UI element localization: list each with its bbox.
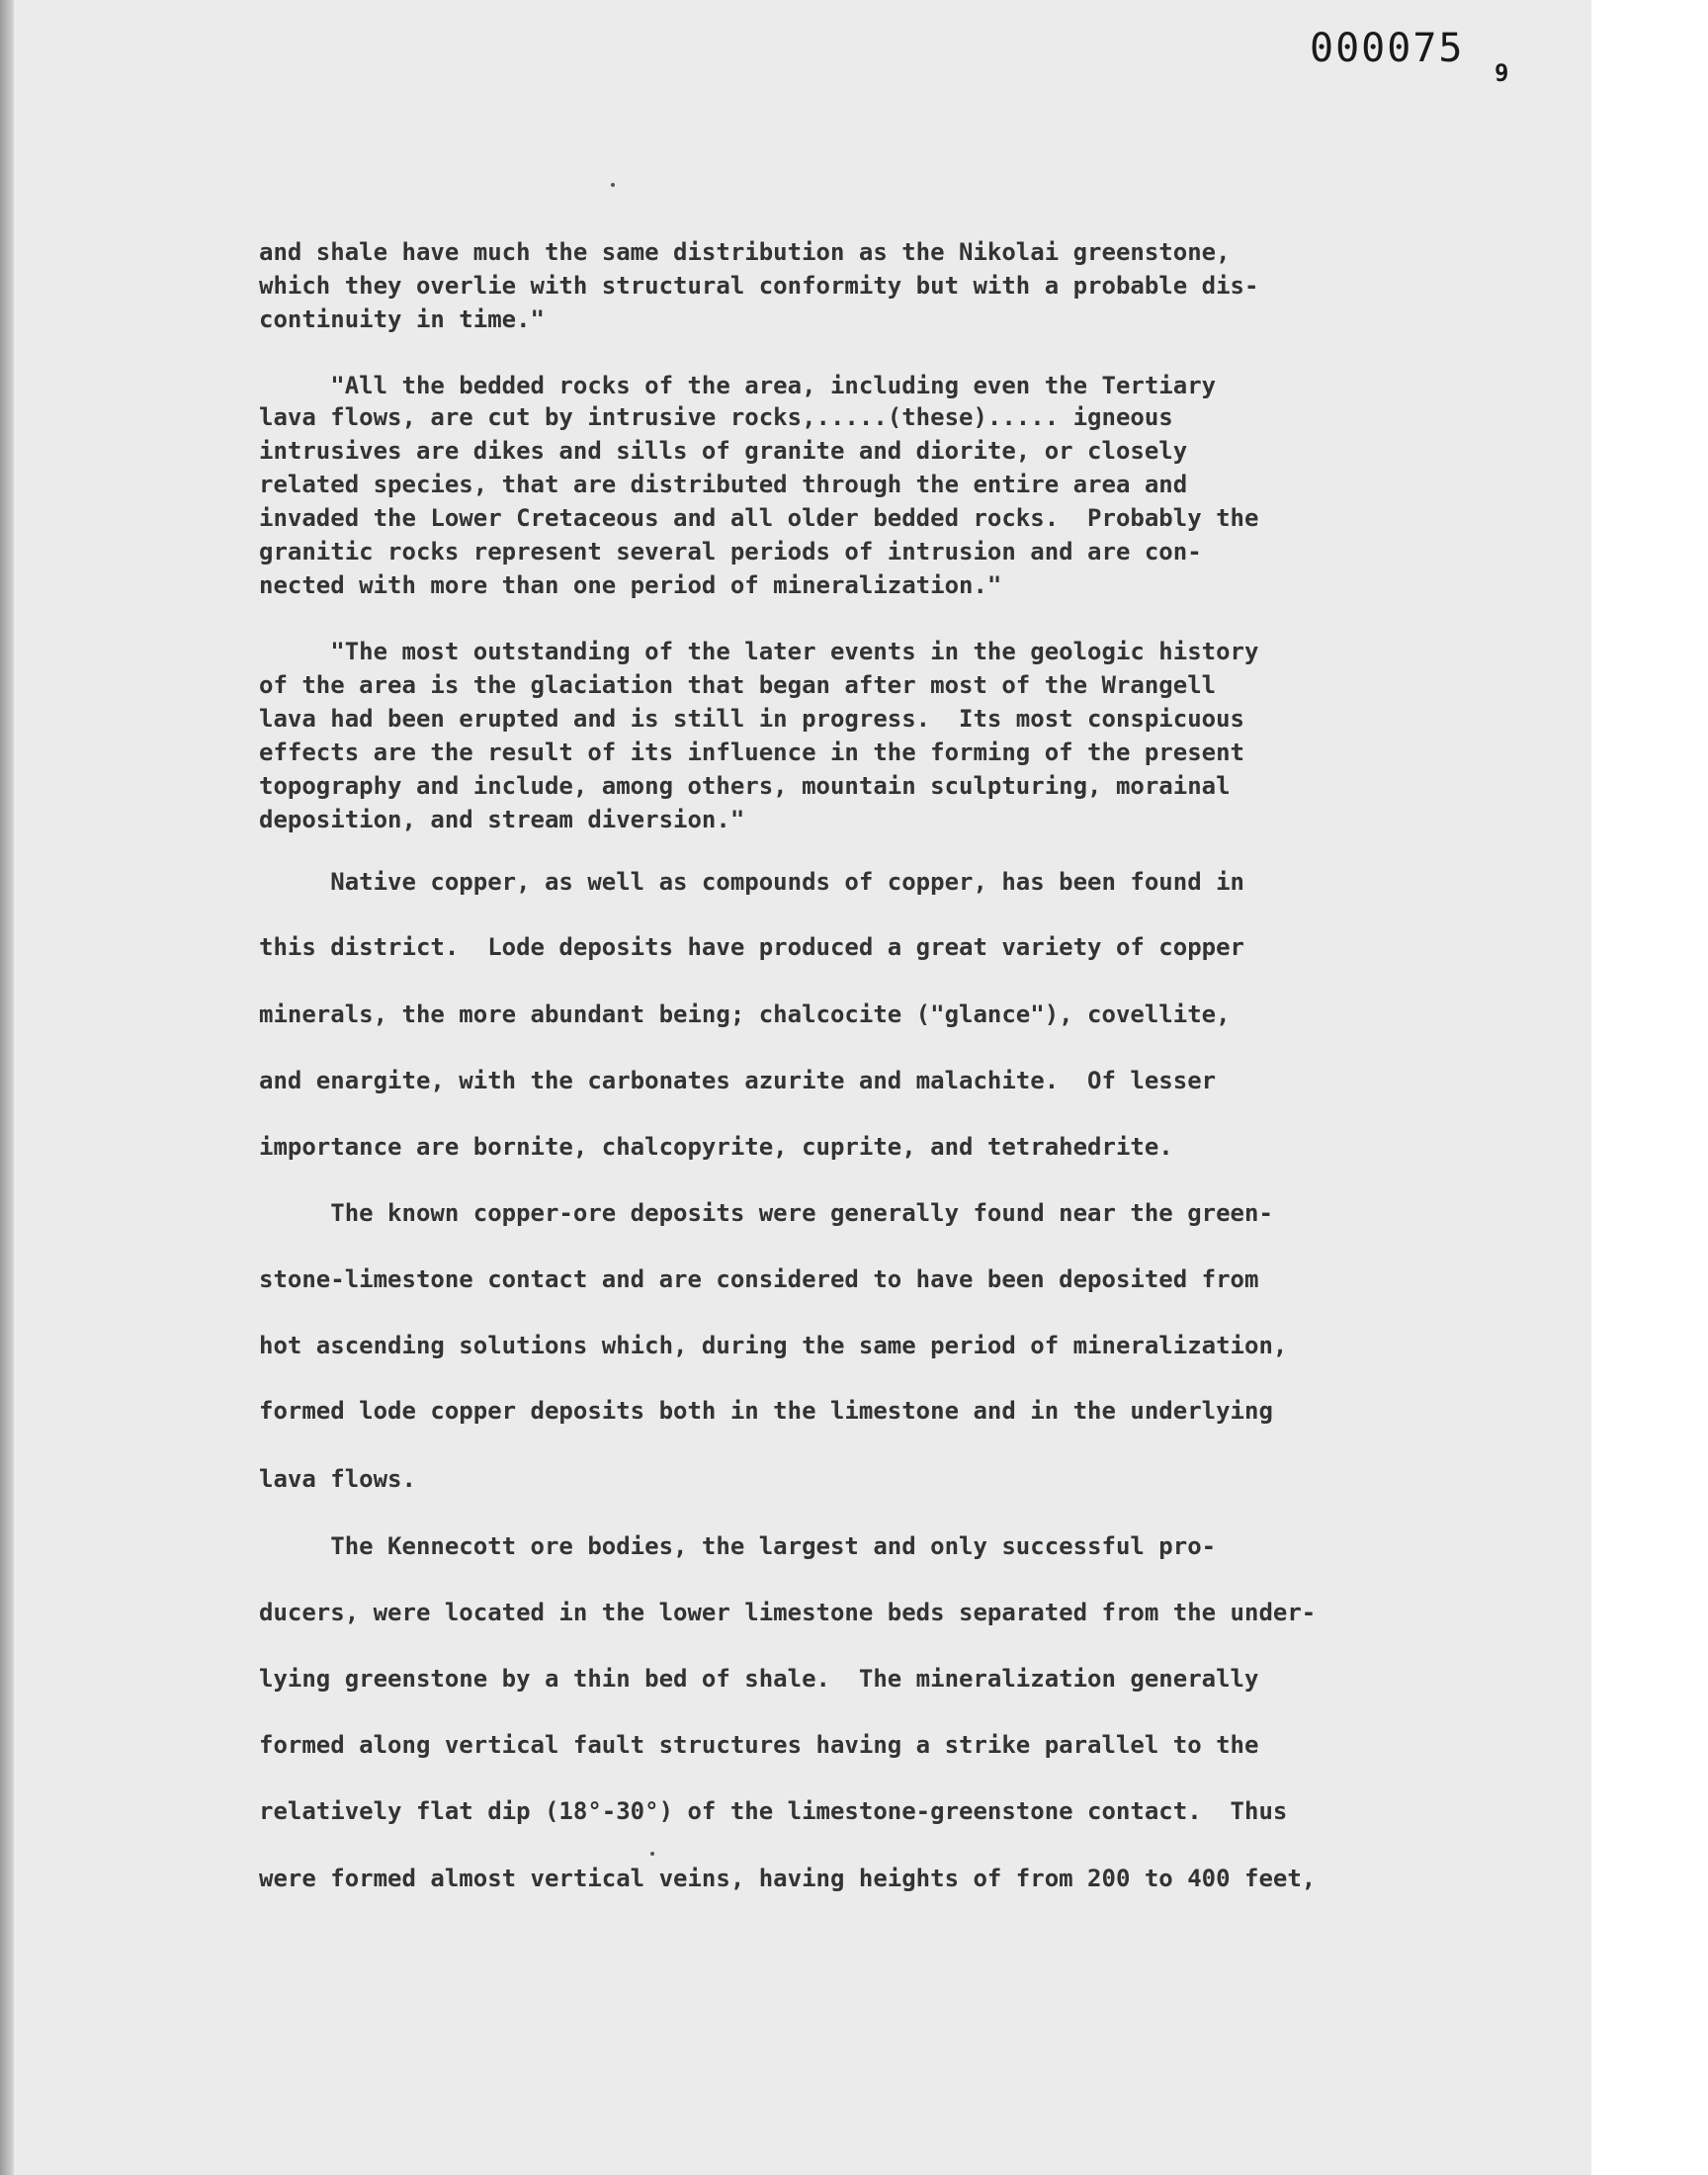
text-line: which they overlie with structural conformity but with a probable dis- — [259, 272, 1259, 300]
text-line: lava flows, are cut by intrusive rocks,.....(these)..... igneous — [259, 403, 1173, 431]
document-number: 000075 — [1310, 26, 1465, 71]
text-line: "The most outstanding of the later events in the geologic history — [259, 638, 1259, 665]
text-line: topography and include, among others, mountain sculpturing, morainal — [259, 772, 1231, 800]
text-line: formed lode copper deposits both in the limestone and in the underlying — [259, 1397, 1273, 1425]
text-line: lava had been erupted and is still in progress. Its most conspicuous — [259, 705, 1244, 733]
text-line: and shale have much the same distribution as the Nikolai greenstone, — [259, 238, 1231, 266]
text-line: invaded the Lower Cretaceous and all older bedded rocks. Probably the — [259, 504, 1259, 532]
text-line: "All the bedded rocks of the area, including even the Tertiary — [259, 372, 1217, 399]
text-line: Native copper, as well as compounds of copper, has been found in — [259, 868, 1244, 896]
text-line: stone-limestone contact and are considered to have been deposited from — [259, 1265, 1259, 1293]
text-line: The Kennecott ore bodies, the largest and only successful pro- — [259, 1532, 1217, 1560]
text-line: importance are bornite, chalcopyrite, cuprite, and tetrahedrite. — [259, 1133, 1173, 1161]
text-line: effects are the result of its influence in the forming of the present — [259, 739, 1244, 766]
text-line: deposition, and stream diversion." — [259, 806, 745, 833]
scan-edge — [0, 0, 14, 2175]
text-line: and enargite, with the carbonates azurite and malachite. Of lesser — [259, 1067, 1217, 1094]
text-line: were formed almost vertical veins, having heights of from 200 to 400 feet, — [259, 1865, 1317, 1892]
text-line: The known copper-ore deposits were generally found near the green- — [259, 1199, 1273, 1227]
page-number: 9 — [1494, 59, 1509, 87]
text-line: granitic rocks represent several periods of intrusion and are con- — [259, 538, 1202, 566]
scan-margin — [1591, 0, 1708, 2175]
text-line: hot ascending solutions which, during the same period of mineralization, — [259, 1332, 1288, 1359]
text-line: of the area is the glaciation that began after most of the Wrangell — [259, 671, 1217, 699]
text-line: formed along vertical fault structures having a strike parallel to the — [259, 1731, 1259, 1759]
text-line: related species, that are distributed through the entire area and — [259, 471, 1188, 498]
text-line: lying greenstone by a thin bed of shale. The mineralization generally — [259, 1665, 1259, 1693]
text-line: lava flows. — [259, 1465, 416, 1493]
text-line: ducers, were located in the lower limestone beds separated from the under- — [259, 1599, 1317, 1626]
text-line: nected with more than one period of mineralization." — [259, 571, 1002, 599]
text-line: this district. Lode deposits have produced a great variety of copper — [259, 933, 1244, 961]
text-line: relatively flat dip (18°-30°) of the limestone-greenstone contact. Thus — [259, 1797, 1288, 1825]
scan-speck — [650, 1852, 654, 1856]
text-line: continuity in time." — [259, 305, 545, 333]
text-line: intrusives are dikes and sills of granite and diorite, or closely — [259, 437, 1188, 465]
text-line: minerals, the more abundant being; chalcocite ("glance"), covellite, — [259, 1000, 1231, 1028]
scan-speck — [611, 183, 615, 187]
